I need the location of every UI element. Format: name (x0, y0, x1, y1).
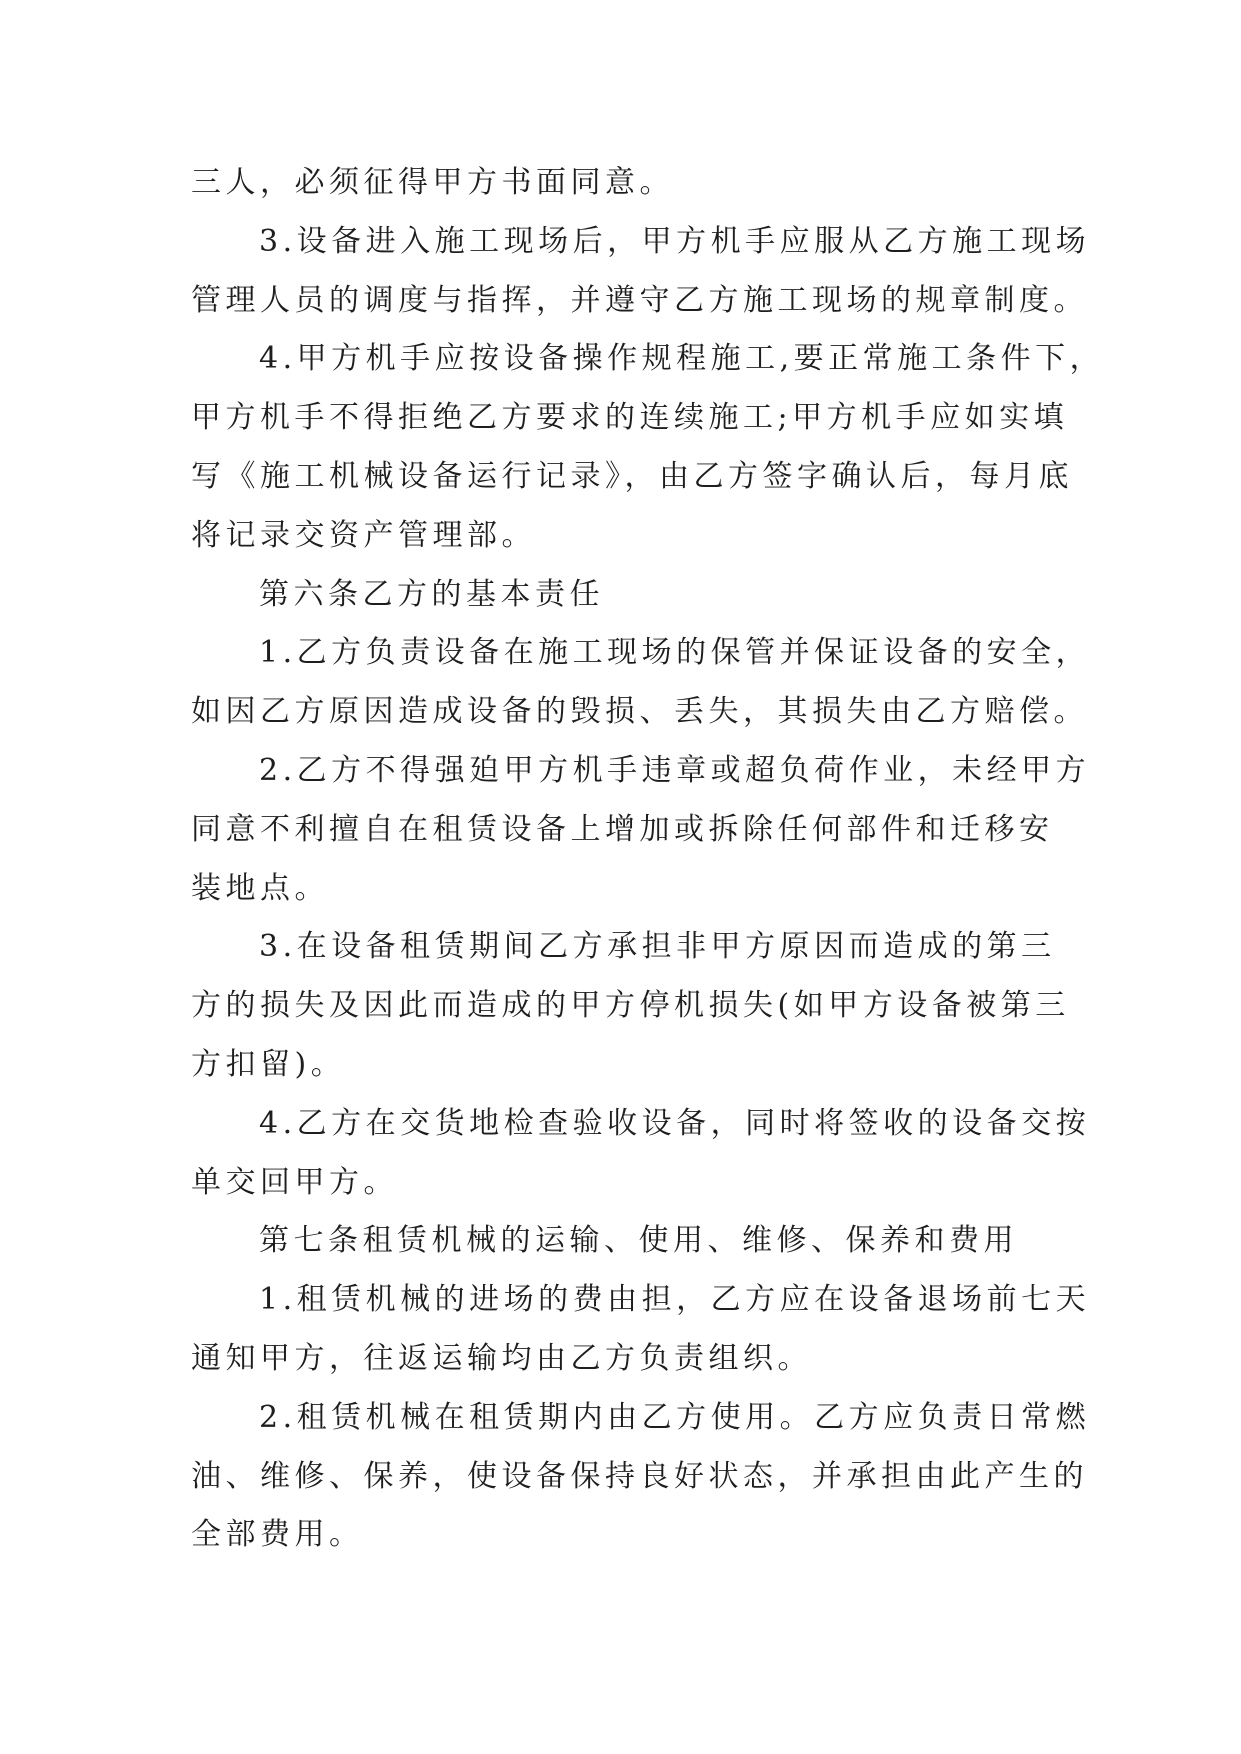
text-line: 全部费用。 (191, 1517, 364, 1553)
text-line: 2.租赁机械在租赁期内由乙方使用。乙方应负责日常燃 (259, 1399, 1091, 1435)
text-line: 方的损失及因此而造成的甲方停机损失(如甲方设备被第三 (191, 988, 1070, 1024)
paragraph-article-6-clause-4 (191, 1095, 1191, 1213)
text-line: 装地点。 (191, 870, 329, 906)
text-line: 4.甲方机手应按设备操作规程施工,要正常施工条件下， (259, 341, 1105, 377)
paragraph-article-7-clause-2 (191, 1389, 1191, 1565)
paragraph-article-6-clause-1 (191, 624, 1191, 742)
text-line: 3.在设备租赁期间乙方承担非甲方原因而造成的第三 (259, 929, 1056, 965)
text-line: 3.设备进入施工现场后，甲方机手应服从乙方施工现场 (259, 223, 1091, 259)
text-line: 油、维修、保养，使设备保持良好状态，并承担由此产生的 (191, 1458, 1088, 1494)
paragraph-clause-3 (191, 213, 1191, 331)
paragraph-clause-4 (191, 330, 1191, 565)
text-line: 如因乙方原因造成设备的毁损、丢失，其损失由乙方赔偿。 (191, 694, 1088, 730)
text-line: 将记录交资产管理部。 (191, 517, 536, 553)
text-line: 同意不利擅自在租赁设备上增加或拆除任何部件和迁移安 (191, 811, 1054, 847)
text-line: 通知甲方，往返运输均由乙方负责组织。 (191, 1340, 812, 1376)
text-line: 管理人员的调度与指挥，并遵守乙方施工现场的规章制度。 (191, 282, 1088, 318)
article-heading-6 (191, 566, 1191, 625)
text-line: 方扣留)。 (191, 1046, 346, 1082)
text-line: 三人，必须征得甲方书面同意。 (191, 165, 674, 200)
text-line: 甲方机手不得拒绝乙方要求的连续施工;甲方机手应如实填 (191, 400, 1069, 436)
paragraph-article-6-clause-3 (191, 918, 1191, 1094)
article-heading-7 (191, 1212, 1191, 1271)
text-line: 写《施工机械设备运行记录》，由乙方签字确认后，每月底 (191, 458, 1073, 494)
document-body (191, 154, 1191, 1565)
paragraph-article-7-clause-1 (191, 1271, 1191, 1389)
text-line: 单交回甲方。 (191, 1164, 398, 1200)
text-line: 4.乙方在交货地检查验收设备，同时将签收的设备交按 (259, 1105, 1091, 1141)
article-heading: 第六条乙方的基本责任 (259, 576, 604, 612)
text-line: 2.乙方不得强廹甲方机手违章或超负荷作业，未经甲方 (259, 752, 1091, 788)
paragraph-article-6-clause-2 (191, 742, 1191, 918)
article-heading: 第七条租赁机械的运输、使用、维修、保养和费用 (259, 1223, 1018, 1259)
text-line: 1.租赁机械的进场的费由担，乙方应在设备退场前七天 (259, 1282, 1091, 1318)
text-line: 1.乙方负责设备在施工现场的保管并保证设备的安全， (259, 635, 1091, 671)
paragraph-continuation (191, 154, 1191, 213)
